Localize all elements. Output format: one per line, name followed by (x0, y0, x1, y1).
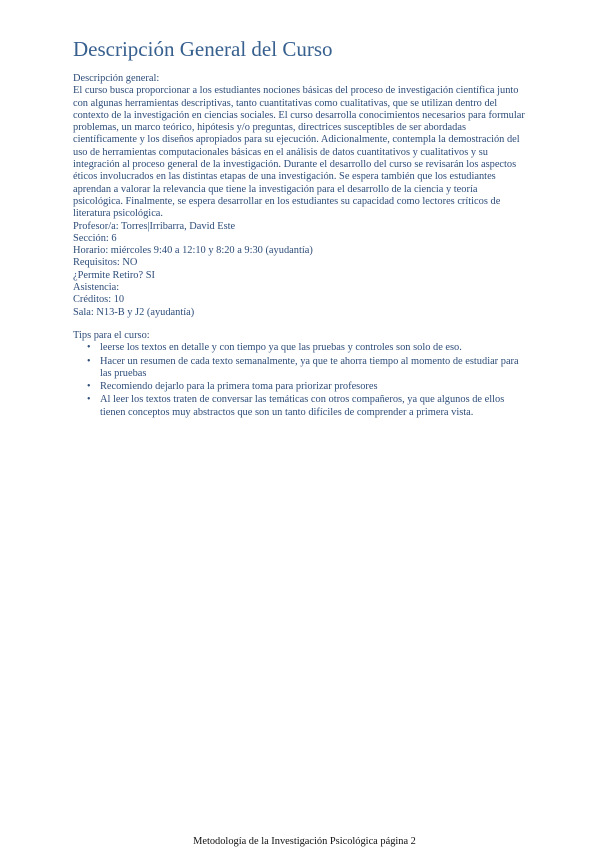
bullet-icon: • (87, 355, 91, 367)
asistencia-line: Asistencia: (73, 282, 120, 294)
bullet-icon: • (87, 381, 91, 393)
horario-line: Horario: miércoles 9:40 a 12:10 y 8:20 a 9:30 (ayudantía) (73, 245, 313, 257)
seccion-line: Sección: 6 (73, 232, 117, 244)
tip-text: Al leer los textos traten de conversar las temáticas con otros compañeros, ya que algunos de ellos tienen conceptos muy abstractos que son un tanto difíciles de comprender a primera vista. (100, 394, 505, 418)
retiro-line: ¿Permite Retiro? SI (73, 269, 155, 281)
creditos-line: Créditos: 10 (73, 294, 125, 306)
page-title: Descripción General del Curso (73, 37, 333, 61)
tip-text: leerse los textos en detalle y con tiempo ya que las pruebas y controles son solo de eso. (100, 342, 462, 354)
tips-list (73, 342, 533, 419)
tip-text: Recomiendo dejarlo para la primera toma para priorizar profesores (100, 381, 378, 393)
tip-item (73, 342, 530, 354)
sala-line: Sala: N13-B y J2 (ayudantía) (73, 306, 195, 318)
tips-label: Tips para el curso: (73, 329, 150, 341)
bullet-icon: • (87, 394, 91, 406)
course-content (73, 73, 533, 420)
tip-item (73, 356, 530, 381)
tip-item (73, 381, 530, 393)
tip-text: Hacer un resumen de cada texto semanalmente, ya que te ahorra tiempo al momento de estudiar para las pruebas (100, 355, 519, 379)
bullet-icon: • (87, 342, 91, 354)
description-body: El curso busca proporcionar a los estudiantes nociones básicas del proceso de investigación científica junto con algunas herramientas descriptivas, tanto cuantitativas como cualitativas, que se utilizan dentro del contexto de la investigación en ciencias sociales. El curso desarrolla conocimientos necesarios para formular problemas, un marco teórico, hipótesis y/o preguntas, directrices susceptibles de ser abordadas científicamente y los diseños apropiados para su ejecución. Adicionalmente, contempla la demostración del uso de herramientas computacionales básicas en el análisis de datos cuantitativos y cualitativos y su integración al proceso general de la investigación. Durante el desarrollo del curso se revisarán los aspectos éticos involucrados en las distintas etapas de una investigación. Se espera también que los estudiantes aprendan a valorar la relevancia que tiene la investigación para el desarrollo de la ciencia y teoría psicológica. Finalmente, se espera desarrollar en los estudiantes su capacidad como lectores críticos de literatura psicológica. (73, 85, 525, 220)
requisitos-line: Requisitos: NO (73, 257, 138, 269)
page-footer: Metodología de la Investigación Psicológica página 2 (193, 836, 416, 847)
description-label: Descripción general: (73, 73, 160, 84)
tip-item (73, 394, 530, 419)
profesor-line: Profesor/a: Torres|Irribarra, David Este (73, 220, 236, 232)
